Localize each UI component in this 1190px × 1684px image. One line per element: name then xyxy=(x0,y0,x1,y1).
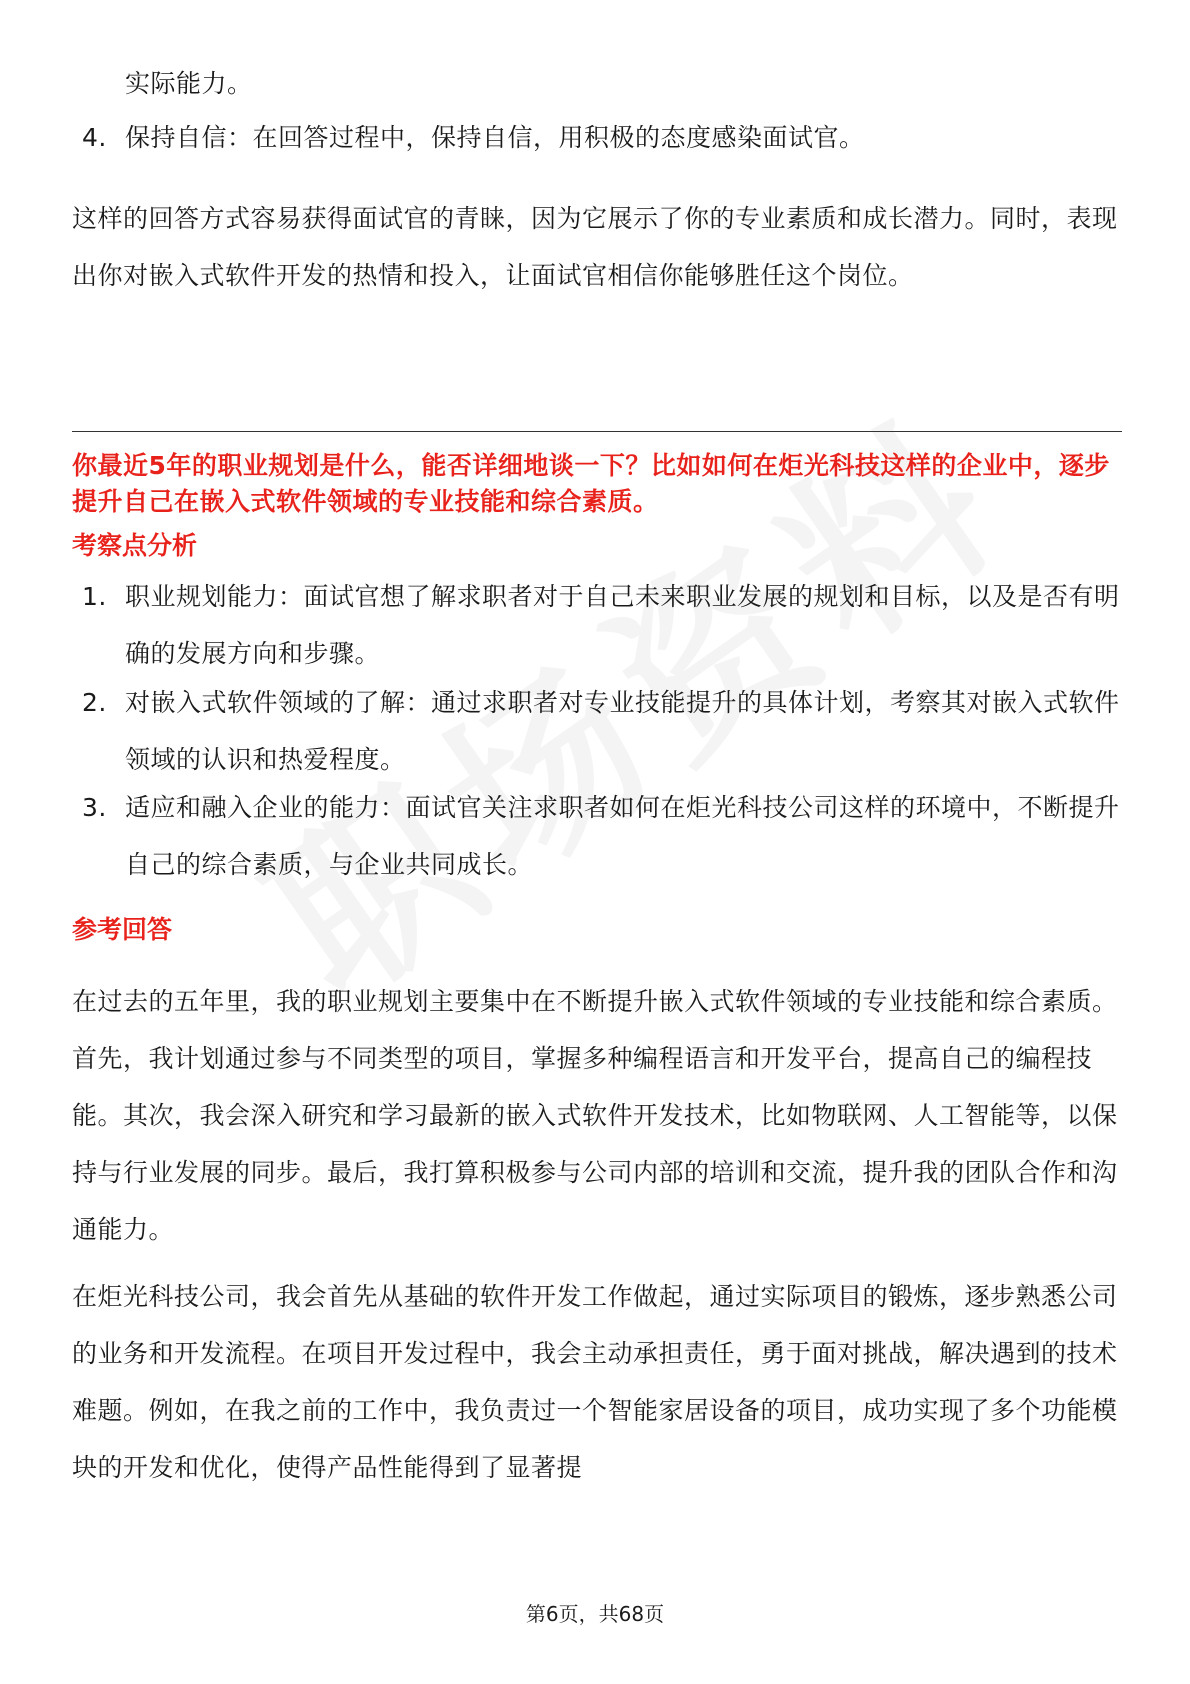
page-number: 第6页，共68页 xyxy=(525,1602,665,1626)
list-item-text: 对嵌入式软件领域的了解：通过求职者对专业技能提升的具体计划，考察其对嵌入式软件领域的认识和热爱程度。 xyxy=(125,688,1120,774)
interview-question: 你最近5年的职业规划是什么，能否详细地谈一下？比如如何在炬光科技这样的企业中，逐步提升自己在嵌入式软件领域的专业技能和综合素质。 xyxy=(72,451,1110,516)
list-item-number: 2. xyxy=(82,688,107,717)
list-item-text: 适应和融入企业的能力：面试官关注求职者如何在炬光科技公司这样的环境中，不断提升自己的综合素质，与企业共同成长。 xyxy=(125,793,1120,879)
list-item-4 xyxy=(82,109,1122,166)
reference-paragraph-1: 在过去的五年里，我的职业规划主要集中在不断提升嵌入式软件领域的专业技能和综合素质。首先，我计划通过参与不同类型的项目，掌握多种编程语言和开发平台，提高自己的编程技能。其次，我会深入研究和学习最新的嵌入式软件开发技术，比如物联网、人工智能等，以保持与行业发展的同步。最后，我打算积极参与公司内部的培训和交流，提升我的团队合作和沟通能力。 xyxy=(72,987,1118,1244)
section-divider xyxy=(72,431,1122,432)
list-item-continuation: 实际能力。 xyxy=(125,69,253,98)
reference-heading: 参考回答 xyxy=(72,915,173,944)
analysis-heading: 考察点分析 xyxy=(72,531,198,560)
summary-paragraph: 这样的回答方式容易获得面试官的青睐，因为它展示了你的专业素质和成长潜力。同时，表现出你对嵌入式软件开发的热情和投入，让面试官相信你能够胜任这个岗位。 xyxy=(72,204,1118,290)
analysis-item-1 xyxy=(82,568,1122,682)
analysis-item-2 xyxy=(82,674,1122,788)
reference-paragraph-2: 在炬光科技公司，我会首先从基础的软件开发工作做起，通过实际项目的锻炼，逐步熟悉公司的业务和开发流程。在项目开发过程中，我会主动承担责任，勇于面对挑战，解决遇到的技术难题。例如，在我之前的工作中，我负责过一个智能家居设备的项目，成功实现了多个功能模块的开发和优化，使得产品性能得到了显著提 xyxy=(72,1282,1118,1482)
list-item-number: 4. xyxy=(82,123,107,152)
analysis-item-3 xyxy=(82,779,1122,893)
list-item-text: 保持自信：在回答过程中，保持自信，用积极的态度感染面试官。 xyxy=(125,123,865,152)
list-item-text: 职业规划能力：面试官想了解求职者对于自己未来职业发展的规划和目标，以及是否有明确的发展方向和步骤。 xyxy=(125,582,1120,668)
list-item-number: 1. xyxy=(82,582,107,611)
list-item-number: 3. xyxy=(82,793,107,822)
